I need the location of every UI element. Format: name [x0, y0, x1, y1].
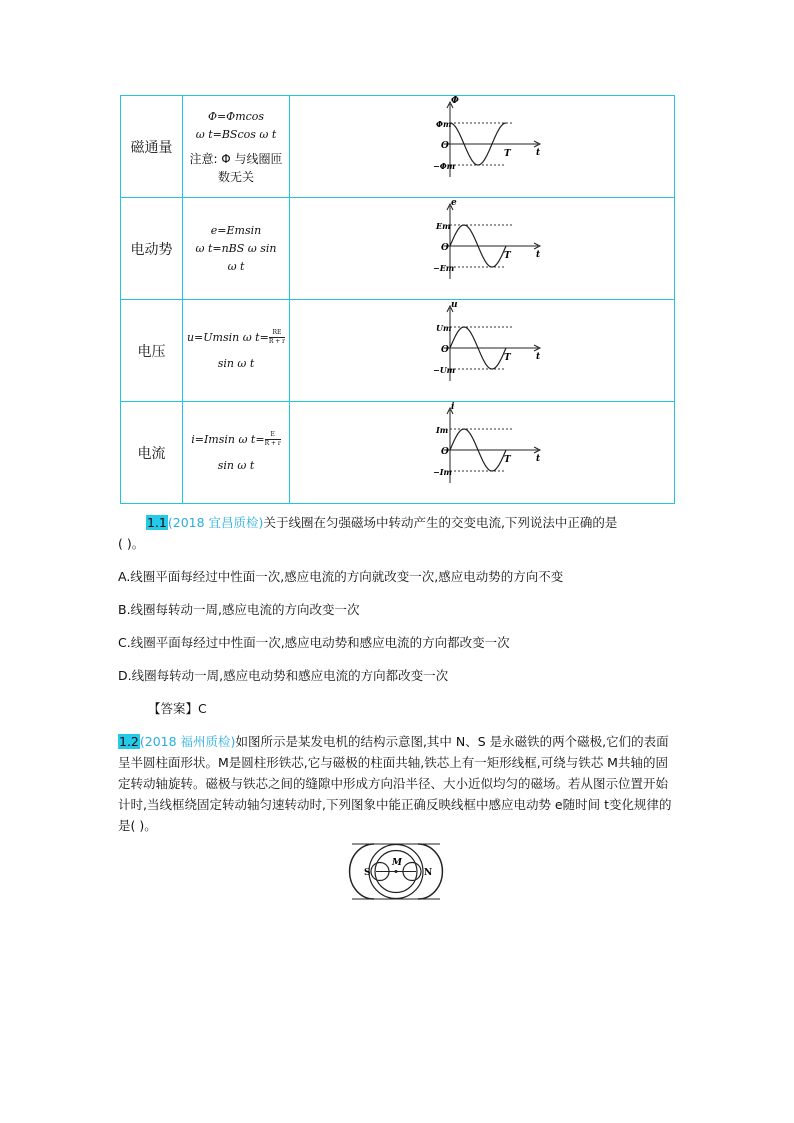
max-label: Im [436, 425, 449, 435]
y-axis-label: i [451, 402, 455, 412]
y-axis-label: u [451, 300, 458, 310]
fraction: $\frac{E}{R + r}$ [264, 431, 281, 447]
quantity-name: 电流 [121, 402, 183, 504]
table-row [121, 198, 675, 300]
question-1-stem [118, 512, 678, 533]
origin-label: O [441, 447, 449, 457]
formula-line: sin ω t [217, 458, 255, 472]
answer-line [148, 698, 708, 719]
origin-label: O [441, 141, 449, 151]
table-row [121, 96, 675, 198]
x-axis-label: t [536, 352, 541, 362]
formula-line: ω t [227, 259, 245, 273]
min-label: −Im [433, 467, 452, 477]
formula-cell [183, 198, 290, 300]
sin-graph [290, 300, 674, 397]
table-row [121, 300, 675, 402]
note-line: 数无关 [218, 169, 255, 184]
period-label: T [504, 149, 511, 159]
sin-graph [290, 402, 674, 499]
pole-s-label: S [364, 868, 371, 878]
formula-line: e=Emsin [210, 223, 262, 237]
question-text: 如图所示是某发电机的结构示意图,其中 N、S 是永磁铁的两个磁极,它们的表面呈半圆柱面形状。M是圆柱形铁芯,它与磁极的柱面共轴,铁芯上有一矩形线框,可绕与铁芯 M共轴的固定转动轴旋转。磁极与铁芯之间的缝隙中形成方向沿半径、大小近似均匀的磁场。若从图示位置开始计时,当线框绕固定转动轴匀速转动时,下列图象中能正确反映线框中感应电动势 e随时间 t变化规律的是( )。 [118, 734, 672, 833]
quantity-name: 电动势 [121, 198, 183, 300]
fraction: $\frac{RE}{R + r}$ [268, 329, 286, 345]
question-tag: 1.1 [147, 515, 167, 530]
graph-cell [290, 198, 675, 300]
formula-line: i=Imsin ω t= $\frac{E}{R + r}$ [191, 431, 281, 447]
question-text: 关于线圈在匀强磁场中转动产生的交变电流,下列说法中正确的是 [263, 515, 618, 530]
x-axis-label: t [536, 148, 541, 158]
quantity-name: 磁通量 [121, 96, 183, 198]
origin-label: O [441, 243, 449, 253]
y-axis-label: Φ [451, 96, 459, 106]
answer-value: C [198, 701, 207, 716]
pole-n-label: N [424, 868, 433, 878]
quantity-name: 电压 [121, 300, 183, 402]
graph-cell [290, 300, 675, 402]
generator-diagram [344, 840, 448, 904]
min-label: −Em [433, 263, 455, 273]
period-label: T [504, 353, 511, 363]
formula-line: sin ω t [217, 356, 255, 370]
formula-line: Φ=Φmcos [207, 109, 265, 123]
origin-label: O [441, 345, 449, 355]
option-a: A.线圈平面每经过中性面一次,感应电流的方向就改变一次,感应电动势的方向不变 [118, 569, 564, 584]
formula-line: u=Umsin ω t= $\frac{RE}{R + r}$ [186, 329, 286, 345]
question-source: (2018 福州质检) [139, 734, 236, 749]
period-label: T [504, 455, 511, 465]
max-label: Em [436, 221, 451, 231]
x-axis-label: t [536, 454, 541, 464]
formula-cell [183, 402, 290, 504]
question-2-text [118, 731, 678, 836]
formula-line: ω t=BScos ω t [195, 127, 277, 141]
question-tag: 1.2 [119, 734, 139, 749]
min-label: −Um [433, 365, 456, 375]
question-source: (2018 宜昌质检) [167, 515, 264, 530]
option-b: B.线圈每转动一周,感应电流的方向改变一次 [118, 602, 360, 617]
graph-cell [290, 402, 675, 504]
formula-cell [183, 96, 290, 198]
answer-blank: ( )。 [118, 536, 145, 551]
y-axis-label: e [451, 198, 457, 208]
min-label: −Φm [433, 161, 456, 171]
cos-graph [290, 96, 674, 193]
option-c: C.线圈平面每经过中性面一次,感应电动势和感应电流的方向都改变一次 [118, 635, 510, 650]
max-label: Φm [436, 119, 452, 129]
graph-cell [290, 96, 675, 198]
formula-cell [183, 300, 290, 402]
x-axis-label: t [536, 250, 541, 260]
max-label: Um [436, 323, 452, 333]
table-row [121, 402, 675, 504]
note-line: 注意: Φ 与线圈匝 [189, 151, 283, 166]
period-label: T [504, 251, 511, 261]
core-m-label: M [392, 858, 402, 868]
answer-label: 【答案】 [148, 701, 199, 716]
formula-table [120, 95, 675, 504]
option-d: D.线圈每转动一周,感应电动势和感应电流的方向都改变一次 [118, 668, 449, 683]
sin-graph [290, 198, 674, 295]
formula-line: ω t=nBS ω sin [195, 241, 277, 255]
